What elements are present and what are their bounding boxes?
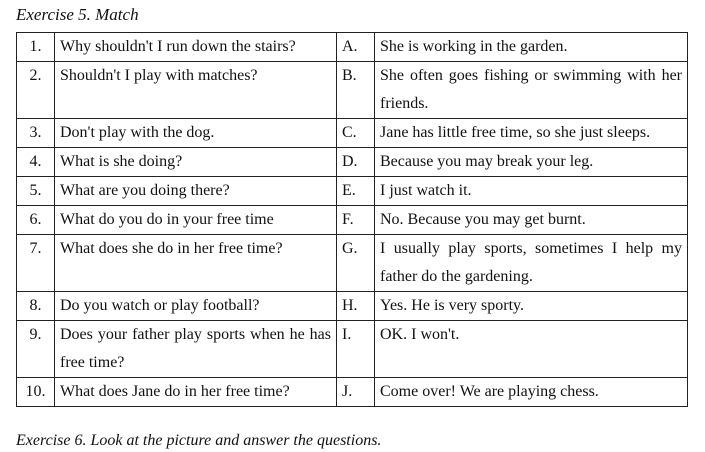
answer-cell: She often goes fishing or swimming with her friends. [375,62,688,119]
item-number: 4. [17,148,55,177]
exercise-title: Exercise 5. Match [16,5,139,24]
item-number: 7. [17,235,55,292]
item-number: 6. [17,206,55,235]
table-row [17,33,688,62]
item-number: 2. [17,62,55,119]
answer-letter: F. [337,206,375,235]
question-cell: What is she doing? [55,148,337,177]
question-cell: Does your father play sports when he has free time? [55,321,337,378]
question-cell: Why shouldn't I run down the stairs? [55,33,337,62]
table-row [17,292,688,321]
item-number: 3. [17,119,55,148]
question-cell: Don't play with the dog. [55,119,337,148]
item-number: 9. [17,321,55,378]
table-row [17,62,688,119]
matching-table [16,32,688,407]
answer-cell: I just watch it. [375,177,688,206]
answer-cell: She is working in the garden. [375,33,688,62]
table-row [17,378,688,407]
answer-cell: Jane has little free time, so she just sleeps. [375,119,688,148]
answer-letter: I. [337,321,375,378]
question-cell: What does Jane do in her free time? [55,378,337,407]
question-cell: Do you watch or play football? [55,292,337,321]
answer-letter: A. [337,33,375,62]
table-row [17,119,688,148]
item-number: 8. [17,292,55,321]
answer-cell: OK. I won't. [375,321,688,378]
question-cell: What are you doing there? [55,177,337,206]
answer-letter: C. [337,119,375,148]
answer-letter: E. [337,177,375,206]
answer-cell: Yes. He is very sporty. [375,292,688,321]
table-row [17,177,688,206]
answer-letter: J. [337,378,375,407]
answer-cell: No. Because you may get burnt. [375,206,688,235]
table-row [17,206,688,235]
answer-letter: B. [337,62,375,119]
question-cell: What do you do in your free time [55,206,337,235]
table-row [17,321,688,378]
answer-letter: G. [337,235,375,292]
question-cell: What does she do in her free time? [55,235,337,292]
question-cell: Shouldn't I play with matches? [55,62,337,119]
answer-cell: Because you may break your leg. [375,148,688,177]
item-number: 1. [17,33,55,62]
next-exercise-heading: Exercise 6. Look at the picture and answer the questions. [16,432,382,449]
answer-letter: D. [337,148,375,177]
answer-cell: I usually play sports, sometimes I help my father do the gardening. [375,235,688,292]
item-number: 5. [17,177,55,206]
table-row [17,148,688,177]
table-row [17,235,688,292]
answer-cell: Come over! We are playing chess. [375,378,688,407]
answer-letter: H. [337,292,375,321]
item-number: 10. [17,378,55,407]
